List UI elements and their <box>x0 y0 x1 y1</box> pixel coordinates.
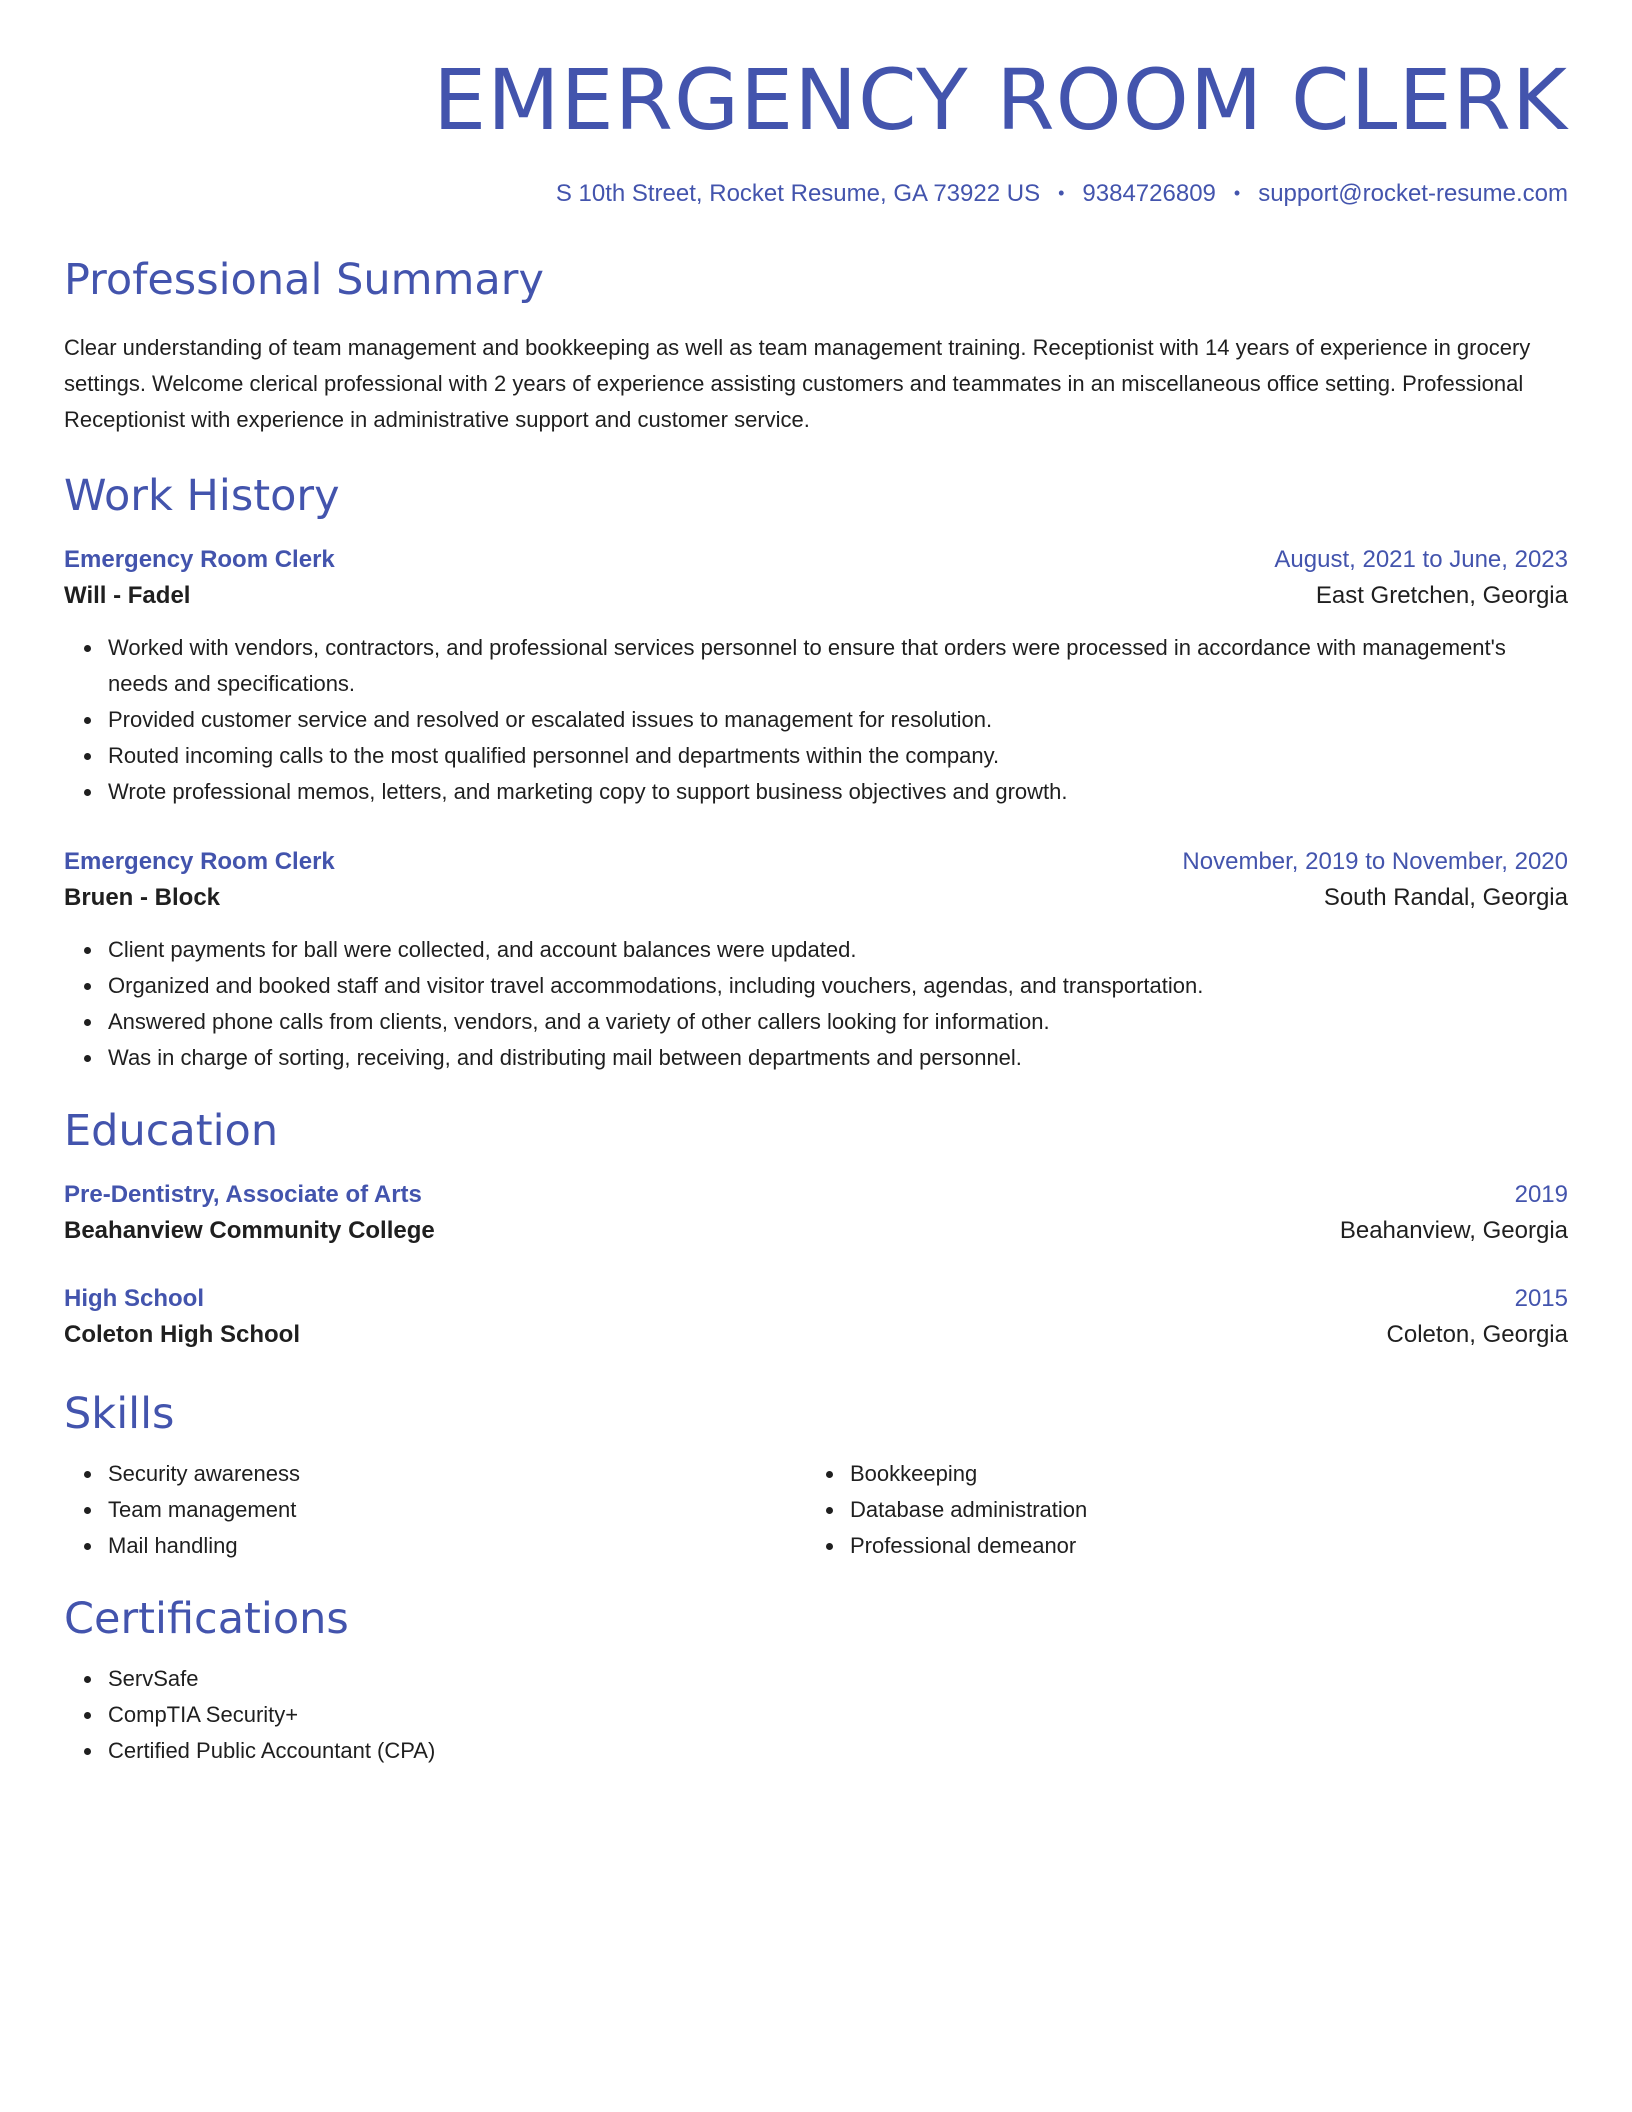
list-item: Provided customer service and resolved or escalated issues to management for resolution. <box>108 702 1568 738</box>
list-item: Organized and booked staff and visitor travel accommodations, including vouchers, agendas, and transportation. <box>108 968 1568 1004</box>
summary-text: Clear understanding of team management and bookkeeping as well as team management training. Receptionist with 14 years of experience in grocery settings. Welcome clerical professional with 2 years of experience assisting customers and teammates in an miscellaneous office setting. Professional Receptionist with experience in administrative support and customer service. <box>64 335 1531 432</box>
job-title: Emergency Room Clerk <box>64 546 335 573</box>
list-item: Database administration <box>850 1492 1558 1528</box>
graduation-year: 2015 <box>1514 1285 1568 1312</box>
job-dates: November, 2019 to November, 2020 <box>1182 848 1568 875</box>
skills-list <box>806 1456 1558 1564</box>
job-location: South Randal, Georgia <box>1323 884 1568 911</box>
school-name: Beahanview Community College <box>64 1217 435 1244</box>
list-item: ServSafe <box>108 1661 1568 1697</box>
job-duties-list <box>64 630 1568 810</box>
section-title-skills: Skills <box>64 1389 175 1439</box>
skills-column-right <box>806 1456 1558 1564</box>
skills-column-left <box>64 1456 816 1564</box>
contact-phone: 9384726809 <box>1082 180 1216 207</box>
section-title-work-history: Work History <box>64 471 340 521</box>
contact-separator: • <box>1058 183 1065 203</box>
work-entry <box>64 544 1568 810</box>
skills-list <box>64 1456 816 1564</box>
degree-title: Pre-Dentistry, Associate of Arts <box>64 1181 422 1208</box>
certifications-list <box>64 1661 1568 1769</box>
school-location: Beahanview, Georgia <box>1339 1217 1568 1244</box>
work-entry <box>64 846 1568 1076</box>
list-item: Was in charge of sorting, receiving, and distributing mail between departments and personnel. <box>108 1040 1568 1076</box>
section-title-education: Education <box>64 1106 279 1156</box>
contact-address: S 10th Street, Rocket Resume, GA 73922 US <box>555 180 1041 207</box>
list-item: Team management <box>108 1492 816 1528</box>
job-title: Emergency Room Clerk <box>64 848 335 875</box>
contact-separator: • <box>1233 183 1241 203</box>
degree-title: High School <box>64 1285 204 1312</box>
list-item: Worked with vendors, contractors, and professional services personnel to ensure that orders were processed in accordance with management's needs and specifications. <box>108 630 1568 702</box>
list-item: CompTIA Security+ <box>108 1697 1568 1733</box>
education-entry <box>64 1283 1568 1355</box>
list-item: Mail handling <box>108 1528 816 1564</box>
contact-email[interactable]: support@rocket-resume.com <box>1258 180 1568 207</box>
company-name: Bruen - Block <box>64 884 221 911</box>
job-duties-list <box>64 932 1568 1076</box>
list-item: Client payments for ball were collected, and account balances were updated. <box>108 932 1568 968</box>
skills-grid <box>64 1456 1568 1564</box>
list-item: Professional demeanor <box>850 1528 1558 1564</box>
contact-line <box>64 182 1568 206</box>
section-title-certifications: Certifications <box>64 1594 349 1644</box>
school-location: Coleton, Georgia <box>1386 1321 1568 1348</box>
list-item: Bookkeeping <box>850 1456 1558 1492</box>
school-name: Coleton High School <box>64 1321 300 1348</box>
list-item: Answered phone calls from clients, vendors, and a variety of other callers looking for information. <box>108 1004 1568 1040</box>
list-item: Certified Public Accountant (CPA) <box>108 1733 1568 1769</box>
list-item: Wrote professional memos, letters, and marketing copy to support business objectives and growth. <box>108 774 1568 810</box>
job-location: East Gretchen, Georgia <box>1315 582 1568 609</box>
list-item: Routed incoming calls to the most qualified personnel and departments within the company. <box>108 738 1568 774</box>
graduation-year: 2019 <box>1514 1181 1568 1208</box>
company-name: Will - Fadel <box>64 582 191 609</box>
job-dates: August, 2021 to June, 2023 <box>1274 546 1568 573</box>
section-title-summary: Professional Summary <box>64 255 544 305</box>
education-entry <box>64 1179 1568 1251</box>
list-item: Security awareness <box>108 1456 816 1492</box>
page-title: EMERGENCY ROOM CLERK <box>433 51 1568 149</box>
